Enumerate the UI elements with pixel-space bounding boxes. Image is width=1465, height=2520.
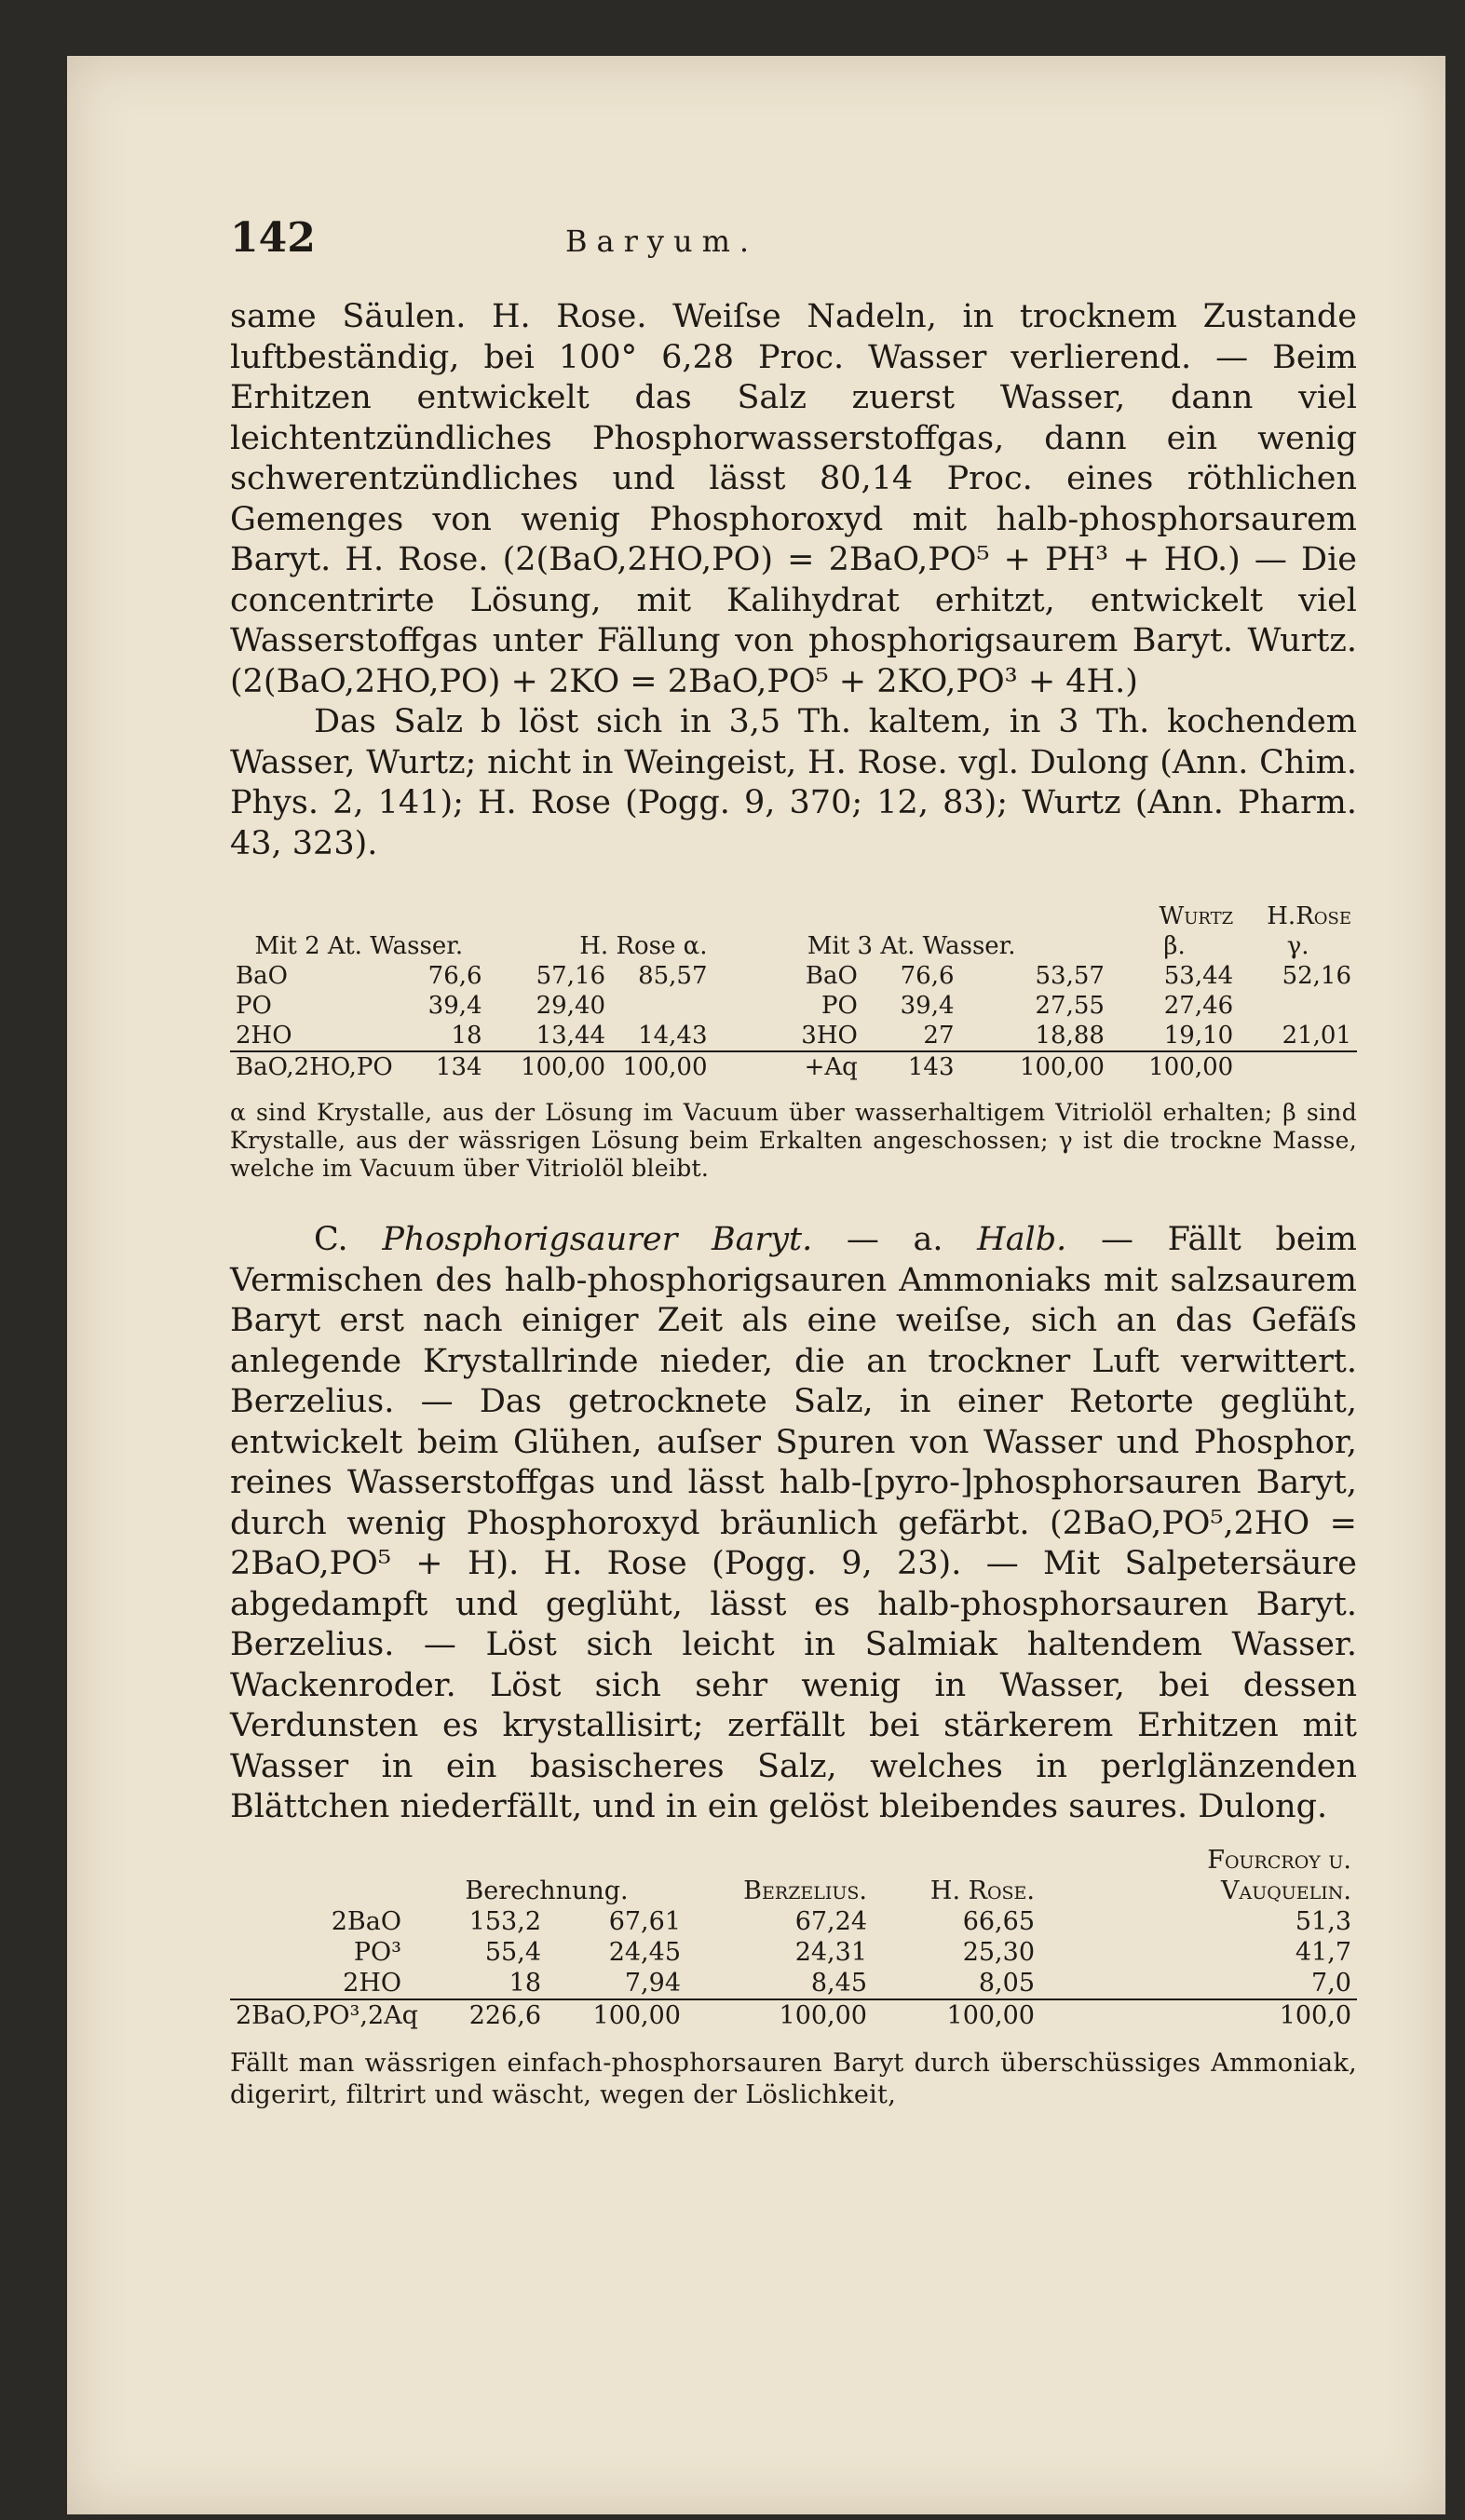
table-cell: PO xyxy=(236,992,272,1020)
table-cell: 52,16 xyxy=(1282,962,1351,990)
table-cell: 41,7 xyxy=(1295,1937,1351,1967)
section-c-text: — Fällt beim Vermischen des halb-phosphorigsauren Ammoniaks mit salzsaurem Baryt erst nach einiger Zeit als eine weiſse, sich an das Gefäſs anlegende Krystallrinde nieder, die an trockner Luft verwittert. Berzelius. — Das getrocknete Salz, in einer Retorte geglüht, entwickelt beim Glühen, auſser Spuren von Wasser und Phosphor, reines Wasserstoffgas und lässt halb-[pyro-]phosphorsauren Baryt, durch wenig Phosphoroxyd bräunlich gefärbt. (2BaO,PO⁵,2HO = 2BaO,PO⁵ + H). H. Rose (Pogg. 9, 23). — Mit Salpetersäure abgedampft und geglüht, lässt es halb-phosphorsauren Baryt. Berzelius. — Löst sich leicht in Salmiak haltendem Wasser. Wackenroder. Löst sich sehr wenig in Wasser, bei dessen Verdunsten es krystallisirt; zerfällt bei stärkerem Erhitzen mit Wasser in ein basischeres Salz, welches in perlglänzenden Blättchen niederfällt, und in ein gelöst bleibendes saures. Dulong. xyxy=(230,1221,1357,1825)
section-c-sub: — a. xyxy=(846,1221,943,1258)
table-total-row xyxy=(230,1051,1357,1082)
composition-table-1 xyxy=(230,901,1357,1082)
table-cell: 134 xyxy=(370,1051,488,1082)
table-cell: 19,10 xyxy=(1163,1022,1234,1050)
table-cell: 55,4 xyxy=(484,1937,541,1967)
footnote-1: α sind Krystalle, aus der Lösung im Vacuum über wasserhaltigem Vitriolöl erhalten; β sind Krystalle, aus der wässrigen Lösung beim Erkalten angeschossen; γ ist die trockne Masse, welche im Vacuum über Vitriolöl bleibt. xyxy=(230,1099,1357,1182)
table-cell: 7,0 xyxy=(1311,1968,1351,1998)
table-cell: 100,00 xyxy=(611,1051,712,1082)
table-cell: 24,31 xyxy=(794,1937,867,1967)
table-row xyxy=(230,1937,1357,1968)
table-cell xyxy=(611,991,712,1021)
table-cell: 24,45 xyxy=(608,1937,681,1967)
page-content xyxy=(230,214,1357,2111)
table-row xyxy=(230,961,1357,991)
table-cell: 2HO xyxy=(343,1968,401,1998)
table-cell: 100,00 xyxy=(547,1999,686,2031)
table-cell: 51,3 xyxy=(1295,1906,1351,1936)
table-cell xyxy=(1239,991,1357,1021)
table-cell: 153,2 xyxy=(468,1906,541,1936)
table-cell: 2HO xyxy=(236,1022,292,1050)
table-cell: 85,57 xyxy=(638,962,708,990)
table-cell: 2BaO,PO³,2Aq xyxy=(230,1999,407,2031)
composition-table-2 xyxy=(230,1845,1357,2031)
table1-header-col3: Mit 3 At. Wasser. xyxy=(807,932,1016,960)
table-cell: 8,45 xyxy=(810,1968,867,1998)
table2-header-col2: Berzelius. xyxy=(743,1876,867,1905)
table1-header-col5: γ. xyxy=(1286,932,1309,960)
table1-top-hrose: H.Rose xyxy=(1267,902,1351,930)
table-total-row xyxy=(230,1999,1357,2031)
table-cell: 3HO xyxy=(801,1022,858,1050)
table-cell: 226,6 xyxy=(407,1999,547,2031)
table2-header-col4: Vauquelin. xyxy=(1220,1876,1351,1905)
table-cell: 18,88 xyxy=(1035,1022,1105,1050)
table-cell: 67,24 xyxy=(794,1906,867,1936)
table-cell: 100,00 xyxy=(488,1051,612,1082)
table-cell: 2BaO xyxy=(331,1906,401,1936)
table-cell: 66,65 xyxy=(962,1906,1035,1936)
table-cell: 25,30 xyxy=(962,1937,1035,1967)
table-cell: 53,44 xyxy=(1163,962,1234,990)
footnote-2: Fällt man wässrigen einfach-phosphorsauren Baryt durch überschüssiges Ammoniak, digerirt, filtrirt und wäscht, wegen der Löslichkeit, xyxy=(230,2048,1357,2109)
table-row xyxy=(230,1021,1357,1051)
table-cell: 143 xyxy=(863,1051,960,1082)
table-cell: 14,43 xyxy=(638,1022,708,1050)
table1-header-row xyxy=(230,931,1357,961)
table-cell: +Aq xyxy=(713,1051,863,1082)
table-cell: PO xyxy=(821,992,858,1020)
table2-top-row xyxy=(230,1845,1357,1876)
table-cell: 8,05 xyxy=(978,1968,1035,1998)
table-cell: 100,00 xyxy=(1110,1051,1239,1082)
table-cell: 13,44 xyxy=(536,1022,606,1050)
table-cell: 27,46 xyxy=(1163,992,1234,1020)
table-cell: 27,55 xyxy=(1035,992,1105,1020)
table-cell: 39,4 xyxy=(900,992,955,1020)
section-c xyxy=(230,1220,1357,1828)
section-c-label: C. xyxy=(314,1221,348,1258)
table-cell: 100,00 xyxy=(960,1051,1110,1082)
table-cell: 76,6 xyxy=(427,962,482,990)
table-row xyxy=(230,1906,1357,1937)
table-cell: BaO,2HO,PO xyxy=(230,1051,370,1082)
table1-top-wurtz: Wurtz xyxy=(1159,902,1234,930)
table2-header-col3: H. Rose. xyxy=(929,1876,1035,1905)
table-cell: 7,94 xyxy=(624,1968,681,1998)
table1-top-row xyxy=(230,901,1357,931)
table-cell: BaO xyxy=(805,962,858,990)
table-cell: 18 xyxy=(509,1968,541,1998)
page-header xyxy=(230,214,1357,262)
table1-header-col4: β. xyxy=(1163,932,1186,960)
running-head: Baryum. xyxy=(565,224,759,259)
table-cell: 39,4 xyxy=(427,992,482,1020)
section-c-subtitle: Halb. xyxy=(977,1221,1067,1258)
book-page xyxy=(67,56,1445,2514)
table-cell: 57,16 xyxy=(536,962,606,990)
table-cell: 100,00 xyxy=(686,1999,873,2031)
table1-header-col2: H. Rose α. xyxy=(579,932,708,960)
table-cell: 27 xyxy=(923,1022,955,1050)
table2-header-col1: Berechnung. xyxy=(465,1876,629,1905)
table-cell: 67,61 xyxy=(608,1906,681,1936)
table-cell: BaO xyxy=(236,962,288,990)
table-row xyxy=(230,991,1357,1021)
table-cell: 21,01 xyxy=(1282,1022,1351,1050)
table-cell: 100,0 xyxy=(1199,1999,1357,2031)
section-c-title: Phosphorigsaurer Baryt. xyxy=(382,1221,813,1258)
table2-top-right: Fourcroy u. xyxy=(1207,1845,1351,1875)
table2-header-row xyxy=(230,1876,1357,1906)
page-number: 142 xyxy=(230,214,316,262)
paragraph-1: same Säulen. H. Rose. Weiſse Nadeln, in trocknem Zustande luftbeständig, bei 100° 6,28 Proc. Wasser verlierend. — Beim Erhitzen entwickelt das Salz zuerst Wasser, dann viel leichtentzündliches Phosphorwasserstoffgas, dann ein wenig schwerentzündliches und lässt 80,14 Proc. eines röthlichen Gemenges von wenig Phosphoroxyd mit halb-phosphorsaurem Baryt. H. Rose. (2(BaO,2HO,PO) = 2BaO,PO⁵ + PH³ + HO.) — Die concentrirte Lösung, mit Kalihydrat erhitzt, entwickelt viel Wasserstoffgas unter Fällung von phosphorigsaurem Baryt. Wurtz. (2(BaO,2HO,PO) + 2KO = 2BaO,PO⁵ + 2KO,PO³ + 4H.) xyxy=(230,298,1357,700)
table-cell: 18 xyxy=(451,1022,482,1050)
paragraph-2: Das Salz b löst sich in 3,5 Th. kaltem, in 3 Th. kochendem Wasser, Wurtz; nicht in Weingeist, H. Rose. vgl. Dulong (Ann. Chim. Phys. 2, 141); H. Rose (Pogg. 9, 370; 12, 83); Wurtz (Ann. Pharm. 43, 323). xyxy=(230,703,1357,862)
table-cell xyxy=(1239,1051,1357,1082)
table-row xyxy=(230,1968,1357,1999)
table-cell: PO³ xyxy=(353,1937,401,1967)
table-cell: 76,6 xyxy=(900,962,955,990)
table-cell: 53,57 xyxy=(1035,962,1105,990)
table-cell: 100,00 xyxy=(873,1999,1040,2031)
table1-header-col1: Mit 2 At. Wasser. xyxy=(254,932,464,960)
table-cell: 29,40 xyxy=(536,992,606,1020)
